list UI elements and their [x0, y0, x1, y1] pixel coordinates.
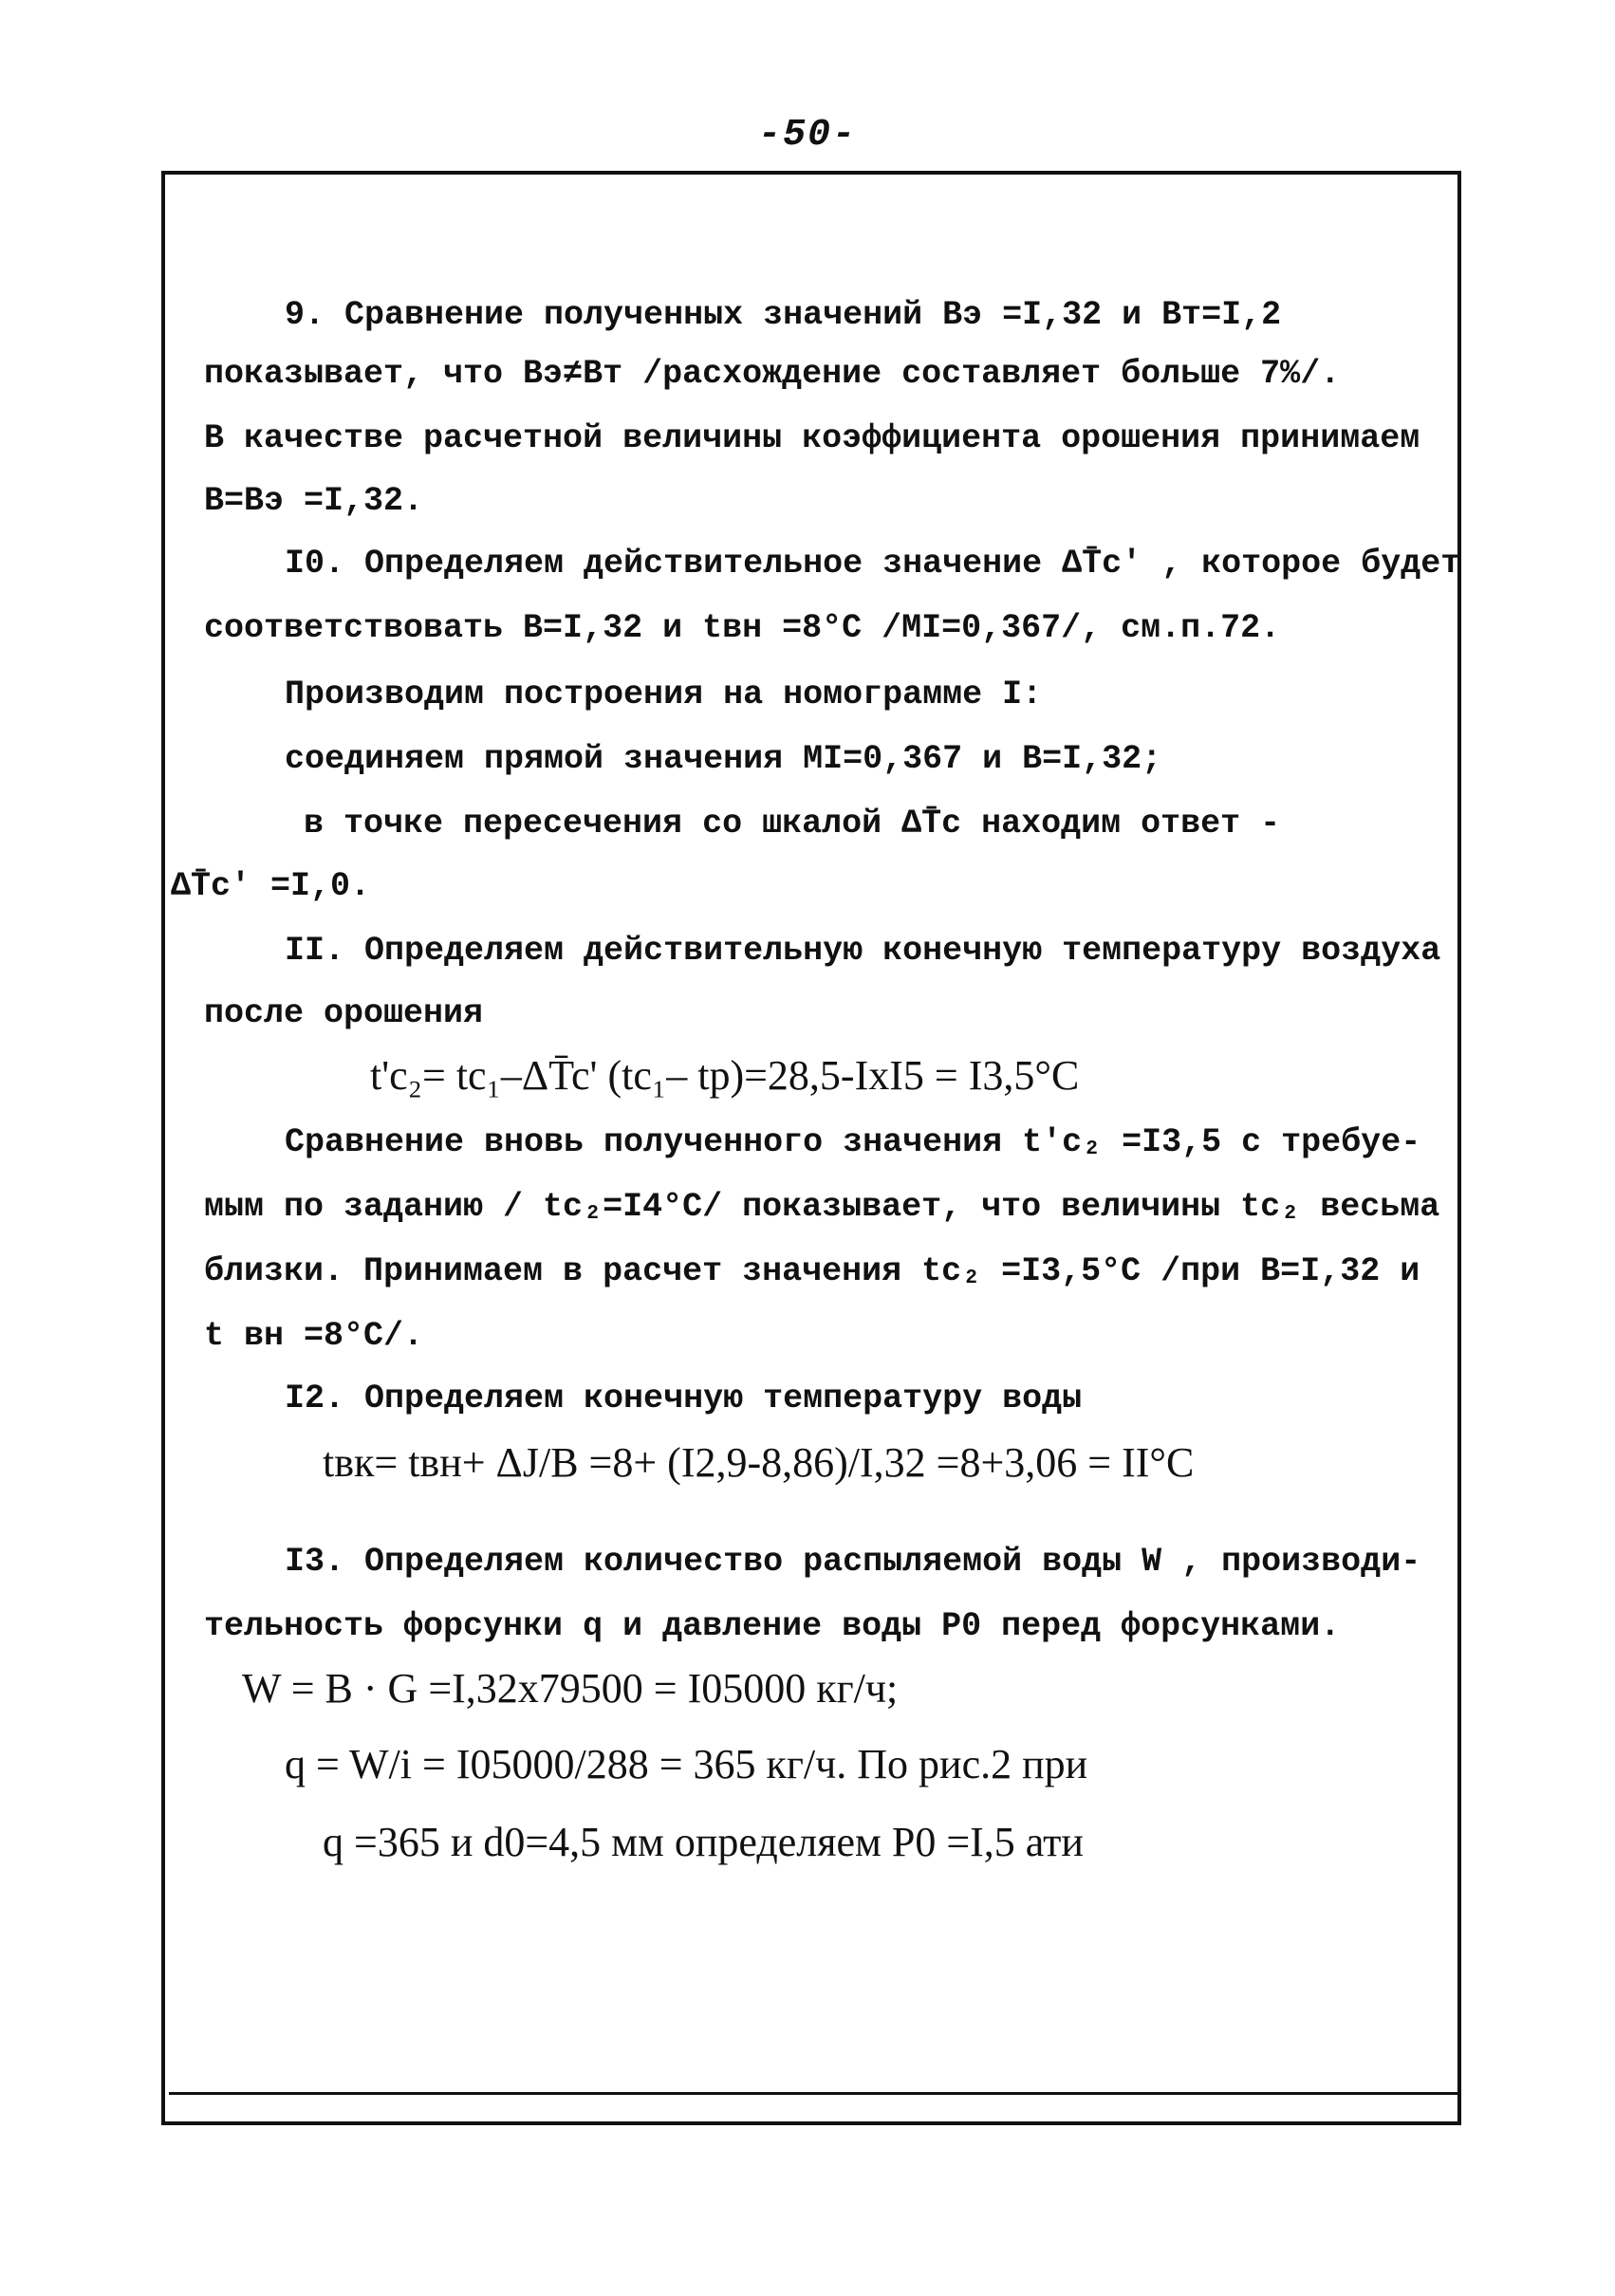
- body-line: тельность форсунки q и давление воды P0 перед форсунками.: [204, 1607, 1341, 1645]
- body-line: I2. Определяем конечную температуру воды: [285, 1379, 1083, 1417]
- body-line: I0. Определяем действительное значение ΔT̄c' , которое будет: [285, 545, 1461, 583]
- body-line: близки. Принимаем в расчет значения tc₂ =I3,5°C /при B=I,32 и: [204, 1252, 1420, 1290]
- body-line: I3. Определяем количество распыляемой воды W , производи-: [285, 1543, 1421, 1581]
- formula-water-amount: W = B · G =I,32x79500 = I05000 кг/ч;: [242, 1665, 899, 1712]
- body-line: мым по заданию / tc₂=I4°C/ показывает, что величины tc₂ весьма: [204, 1188, 1440, 1226]
- body-line: в точке пересечения со шкалой ΔT̄c находим ответ -: [304, 805, 1281, 842]
- body-line: соответствовать B=I,32 и tвн =8°C /MI=0,367/, см.п.72.: [204, 609, 1281, 647]
- body-line: Сравнение вновь полученного значения t'c₂ =I3,5 с требуе-: [285, 1123, 1421, 1161]
- body-line: B=Bэ =I,32.: [204, 482, 424, 520]
- formula-air-temperature: t'c₂= tc₁–ΔT̄c' (tc₁– tр)=28,5-IxI5 = I3,5°C: [370, 1052, 1080, 1099]
- formula-nozzle-pressure: q =365 и d0=4,5 мм определяем P0 =I,5 ати: [323, 1819, 1084, 1865]
- body-line: t вн =8°C/.: [204, 1317, 424, 1355]
- body-line: 9. Сравнение полученных значений Bэ =I,32 и Bт=I,2: [285, 296, 1282, 334]
- body-line: Производим построения на номограмме I:: [285, 676, 1043, 713]
- body-line: соединяем прямой значения MI=0,367 и B=I,32;: [285, 740, 1162, 778]
- body-line: после орошения: [204, 994, 484, 1032]
- body-line: В качестве расчетной величины коэффициента орошения принимаем: [204, 419, 1420, 457]
- body-line: ΔT̄c' =I,0.: [171, 867, 371, 905]
- formula-nozzle-capacity: q = W/i = I05000/288 = 365 кг/ч. По рис.2 при: [285, 1741, 1088, 1787]
- body-line: показывает, что Bэ≠Bт /расхождение составляет больше 7%/.: [204, 355, 1341, 393]
- page-number: -50-: [757, 114, 857, 157]
- formula-water-temperature: tвк= tвн+ ΔJ/B =8+ (I2,9-8,86)/I,32 =8+3,06 = II°C: [323, 1439, 1195, 1486]
- body-line: II. Определяем действительную конечную температуру воздуха: [285, 932, 1441, 970]
- bottom-rule: [169, 2092, 1461, 2095]
